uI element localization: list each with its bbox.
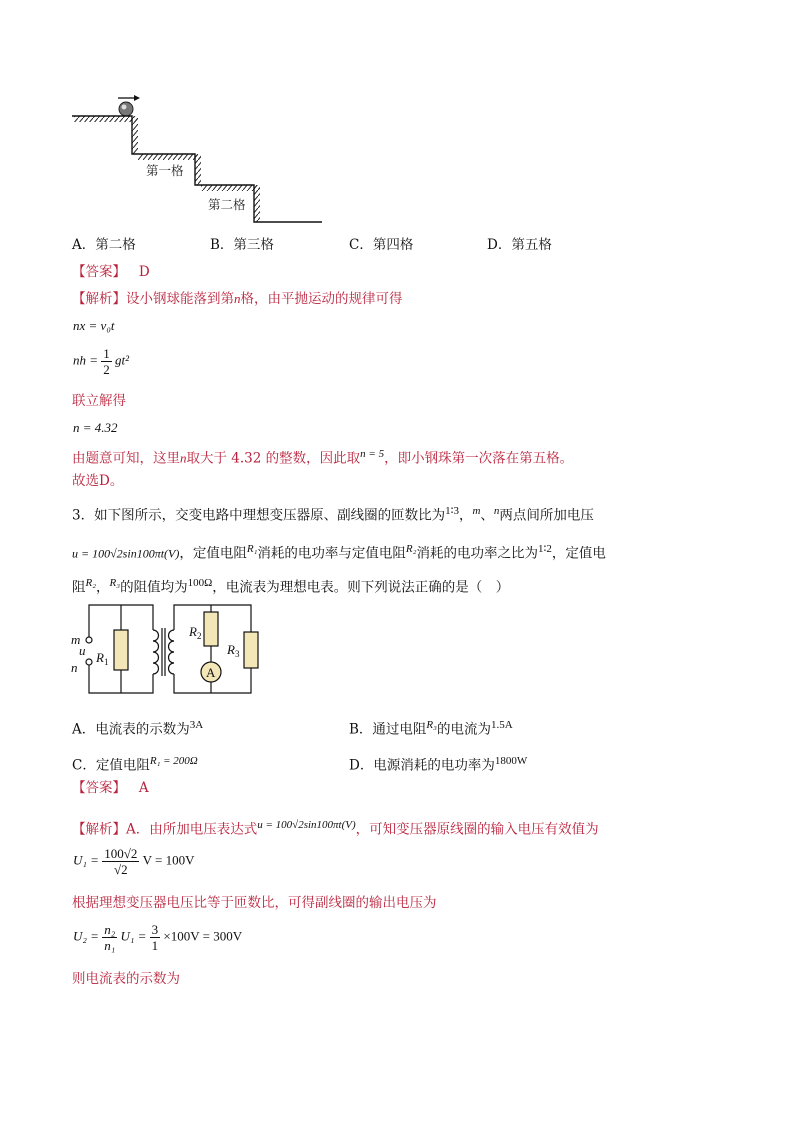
q2-option-d: D．第五格: [487, 237, 552, 253]
q2-result: n = 4.32: [73, 420, 118, 435]
q2-select: 故选D。: [72, 473, 124, 489]
q2-eq1: nx = v₀t: [73, 318, 115, 333]
label-second-step: 第二格: [208, 198, 246, 212]
q3-analysis-line2: 根据理想变压器电压比等于匝数比，可得副线圈的输出电压为: [72, 895, 437, 911]
q3-stem-line1: 3．如下图所示，交变电路中理想变压器原、副线圈的匝数比为$^{1∶3}$，$^m$、$^n$两点间所加电压: [72, 505, 594, 524]
q3-analysis-line3: 则电流表的示数为: [72, 971, 180, 987]
terminal-m-label: m: [71, 632, 81, 647]
svg-text:R2: $R_2$: [189, 624, 202, 641]
circuit-diagram: [68, 600, 268, 698]
steel-ball: [119, 102, 133, 116]
svg-text:R1: $R_1$: [96, 650, 109, 667]
ammeter-label: A: [206, 665, 216, 680]
q3-option-b: B．通过电阻$^{R_3}$的电流为$^{1.5A}$: [349, 719, 513, 738]
q2-option-b: B．第三格: [210, 237, 274, 253]
q2-option-c: C．第四格: [349, 237, 414, 253]
q2-answer: 【答案】 D: [72, 264, 150, 280]
q3-option-a: A．电流表的示数为$^{3A}$: [72, 719, 204, 738]
q2-option-a: A．第二格: [72, 237, 136, 253]
q2-analysis: 【解析】设小钢球能落到第n格，由平抛运动的规律可得: [72, 291, 403, 307]
r3-label: R: [227, 642, 235, 657]
staircase-figure: [68, 94, 338, 230]
terminal-n-label: n: [71, 660, 78, 675]
q3-option-d: D．电源消耗的电功率为$^{1800W}$: [349, 755, 528, 774]
q2-eq2: nh = $\frac{1}{2}$ gt²: [73, 346, 130, 377]
r1-label: R: [96, 650, 104, 665]
q2-combine: 联立解得: [72, 393, 126, 409]
label-first-step: 第一格: [146, 164, 184, 178]
q3-analysis-line1: 【解析】A．由所加电压表达式$^{u = 100√2sin100\pi t(V)}$，可知变压器原线圈的输入电压有效值为: [72, 819, 599, 838]
q3-eq-u1: U₁ = $\frac{100√2}{√2}$ V = 100V: [73, 846, 195, 877]
q3-stem-line2: u = 100√2sin100πt(V)，定值电阻$^{R_1}$消耗的电功率与定值电阻$^{R_2}$消耗的电功率之比为$^{1∶2}$，定值电: [72, 543, 606, 562]
q3-answer: 【答案】 A: [72, 780, 149, 796]
q3-eq-u2: U₂ = $\frac{\text{n₂}}{\text{n₁}}$ U₁ = $\frac{3}{1}$ ×100V = 300V: [73, 922, 243, 953]
q2-conclusion: 由题意可知，这里n取大于 4.32 的整数，因此取$^{n = 5}$，即小钢珠第一次落在第五格。: [72, 448, 574, 467]
voltage-u-label: u: [79, 643, 86, 658]
r2-label: R: [189, 624, 197, 639]
svg-text:R3: $R_3$: [227, 642, 240, 659]
q3-stem-line3: 阻$^{R_2}$，$^{R_3}$的阻值均为$^{100\Omega}$，电流表为理想电表。则下列说法正确的是（ ）: [72, 577, 510, 596]
q3-option-c: C．定值电阻$^{R_1 = 200\Omega}$: [72, 755, 198, 774]
